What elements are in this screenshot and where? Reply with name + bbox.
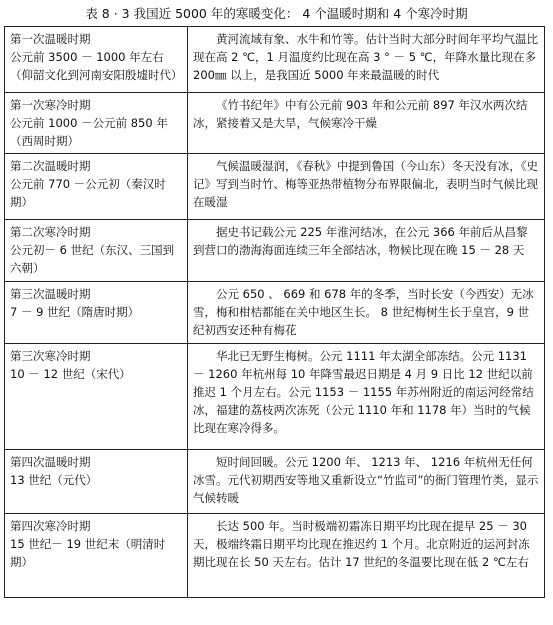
period-name: 第三次寒冷时期 <box>10 349 91 363</box>
table-row <box>5 93 545 154</box>
period-name: 第四次寒冷时期 <box>10 519 91 533</box>
description-cell <box>188 93 545 154</box>
period-cell <box>5 27 188 93</box>
period-name: 第一次温暖时期 <box>10 32 91 46</box>
period-cell <box>5 154 188 220</box>
period-time: 公元前 770 －公元初（秦汉时期） <box>10 177 166 209</box>
description-cell <box>188 27 545 93</box>
period-description: 公元 650 、 669 和 678 年的冬季，当时长安（今西安）无冰雪，梅和柑桔都能在关中地区生长。 8 世纪梅树生长于皇宫，9 世纪初西安还种有梅花 <box>193 287 534 337</box>
table-row <box>5 344 545 450</box>
period-cell <box>5 514 188 598</box>
period-cell <box>5 282 188 344</box>
period-time: 公元前 3500 － 1000 年左右（仰韶文化到河南安阳殷墟时代） <box>10 50 183 82</box>
period-time: 7 － 9 世纪（隋唐时期） <box>10 305 140 319</box>
period-cell <box>5 344 188 450</box>
period-name: 第三次温暖时期 <box>10 287 91 301</box>
period-time: 公元前 1000 －公元前 850 年（西周时期） <box>10 116 168 148</box>
description-cell <box>188 450 545 514</box>
description-cell <box>188 282 545 344</box>
climate-periods-table <box>4 26 545 598</box>
period-name: 第四次温暖时期 <box>10 455 91 469</box>
period-description: 《竹书纪年》中有公元前 903 年和公元前 897 年汉水两次结冰，紧接着又是大旱，气候寒冷干燥 <box>193 98 528 130</box>
period-description: 短时间回暖。公元 1200 年、 1213 年、 1216 年杭州无任何冰雪。元代初期西安等地又重新设立“竹监司”的衙门管理竹类，显示气候转暖 <box>193 455 539 505</box>
period-description: 长达 500 年。当时极端初霜冻日期平均比现在提早 25 － 30 天，极端终霜日期平均比现在推迟约 1 个月。北京附近的运河封冻期比现在长 50 天左右。估计 17 世纪的冬温要比现在低 2 ℃左右 <box>193 519 530 569</box>
period-time: 10 － 12 世纪（宋代） <box>10 367 131 381</box>
period-description: 黄河流域有象、水牛和竹等。估计当时大部分时间年平均气温比现在高 2 ℃，1 月温度约比现在高 3 ° － 5 ℃，年降水量比现在多 200㎜ 以上，是我国近 5000 年来最温暖的时代 <box>193 32 538 82</box>
period-description: 气候温暖湿润，《春秋》中提到鲁国（今山东）冬天没有冰，《史记》写到当时竹、梅等亚热带植物分布界限偏北，表明当时气候比现在暖湿 <box>193 159 538 209</box>
period-time: 13 世纪（元代） <box>10 473 98 487</box>
table-row <box>5 27 545 93</box>
period-time: 公元初－ 6 世纪（东汉、三国到六朝） <box>10 243 175 275</box>
description-cell <box>188 220 545 282</box>
period-description: 据史书记载公元 225 年淮河结冰，在公元 366 年前后从昌黎到营口的渤海海面连续三年全部结冰，物候比现在晚 15 － 28 天 <box>193 225 528 257</box>
period-name: 第二次温暖时期 <box>10 159 91 173</box>
description-cell <box>188 154 545 220</box>
period-cell <box>5 220 188 282</box>
table-row <box>5 154 545 220</box>
table-row <box>5 282 545 344</box>
table-row <box>5 220 545 282</box>
table-row <box>5 514 545 598</box>
period-time: 15 世纪－ 19 世纪末（明清时期） <box>10 537 166 569</box>
table-caption: 表 8 · 3 我国近 5000 年的寒暖变化： 4 个温暖时期和 4 个寒冷时期 <box>85 6 468 21</box>
period-name: 第一次寒冷时期 <box>10 98 91 112</box>
period-cell <box>5 93 188 154</box>
period-description: 华北已无野生梅树。公元 1111 年太湖全部冻结。公元 1131 － 1260 年杭州每 10 年降雪最迟日期是 4 月 9 日比 12 世纪以前推迟 1 个月左右。公元 1153 － 1155 年苏州附近的南运河经常结冰，福建的荔枝两次冻死（公元 1110 年和 1178 年）当时的气候比现在寒冷得多。 <box>193 349 534 435</box>
period-name: 第二次寒冷时期 <box>10 225 91 239</box>
description-cell <box>188 344 545 450</box>
table-row <box>5 450 545 514</box>
period-cell <box>5 450 188 514</box>
description-cell <box>188 514 545 598</box>
